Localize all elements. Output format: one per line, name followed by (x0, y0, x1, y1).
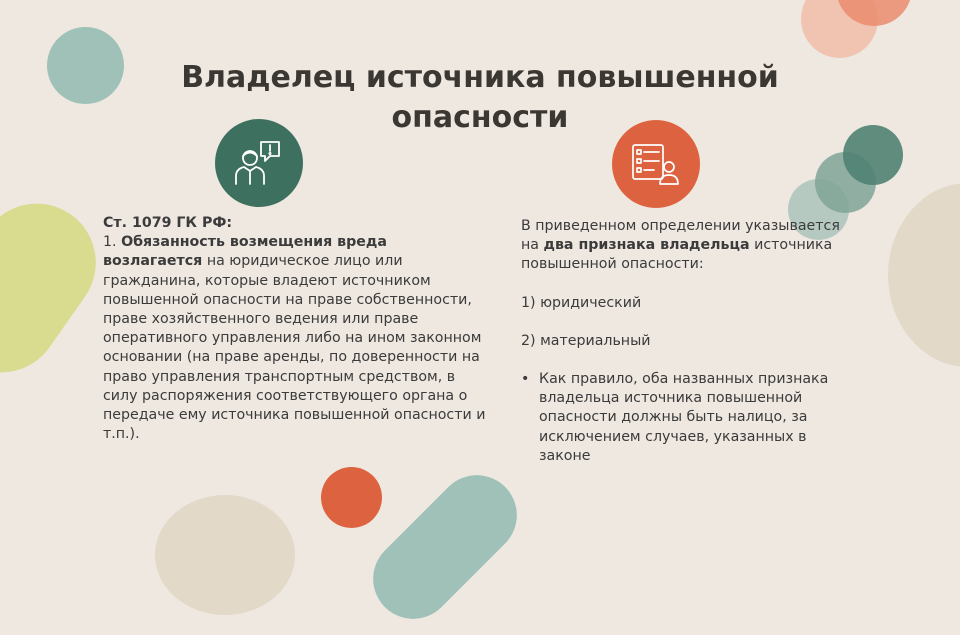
bullet-dot-icon: • (521, 371, 530, 388)
article-heading: Ст. 1079 ГК РФ: (103, 215, 233, 231)
decor-circle-green-dark-right (843, 125, 903, 185)
bullet-note-text: Как правило, оба названных признака владельца источника повышенной опасности должны быть налицо, за исключением случаев, указанных в законе (539, 371, 829, 464)
right-icon-circle (612, 120, 700, 208)
title-line-1: Владелец источника повышенной (181, 60, 779, 95)
sign-item-legal: 1) юридический (521, 294, 642, 311)
article-paragraph (103, 233, 488, 444)
title-line-2: опасности (391, 100, 569, 135)
decor-lime-pill-left (0, 180, 119, 395)
bold-two-signs: два признака владельца (543, 237, 750, 254)
bullet-note (521, 370, 841, 466)
decor-circle-orange-bottom (321, 467, 382, 528)
right-text-column (521, 217, 841, 466)
decor-circle-sage-topleft (47, 27, 124, 104)
intro-paragraph: В приведенном определении указывается на два признака владельца источника повышенной опасности: (521, 218, 840, 273)
decor-circle-beige-right (888, 183, 960, 367)
checklist-document-person-icon (627, 135, 685, 193)
sign-item-material: 2) материальный (521, 332, 651, 349)
bold-duty-text: Обязанность возмещения вреда возлагается (103, 234, 387, 270)
person-with-speech-bubble-icon (230, 134, 288, 192)
item-number: 1. (103, 234, 117, 251)
decor-sage-pill-bottom (357, 459, 534, 635)
decor-beige-blob-bottom (155, 495, 295, 615)
left-text-column (103, 214, 488, 444)
article-body-text: на юридическое лицо или гражданина, которые владеют источником повышенной опасности на праве собственности, праве хозяйственного ведения или праве оперативного управления либо на ином законном основании (на праве аренды, по доверенности на право управления транспортным средством, в силу распоряжения соответствующего органа о передаче ему источника повышенной опасности и т.п.). (103, 253, 486, 443)
left-icon-circle (215, 119, 303, 207)
